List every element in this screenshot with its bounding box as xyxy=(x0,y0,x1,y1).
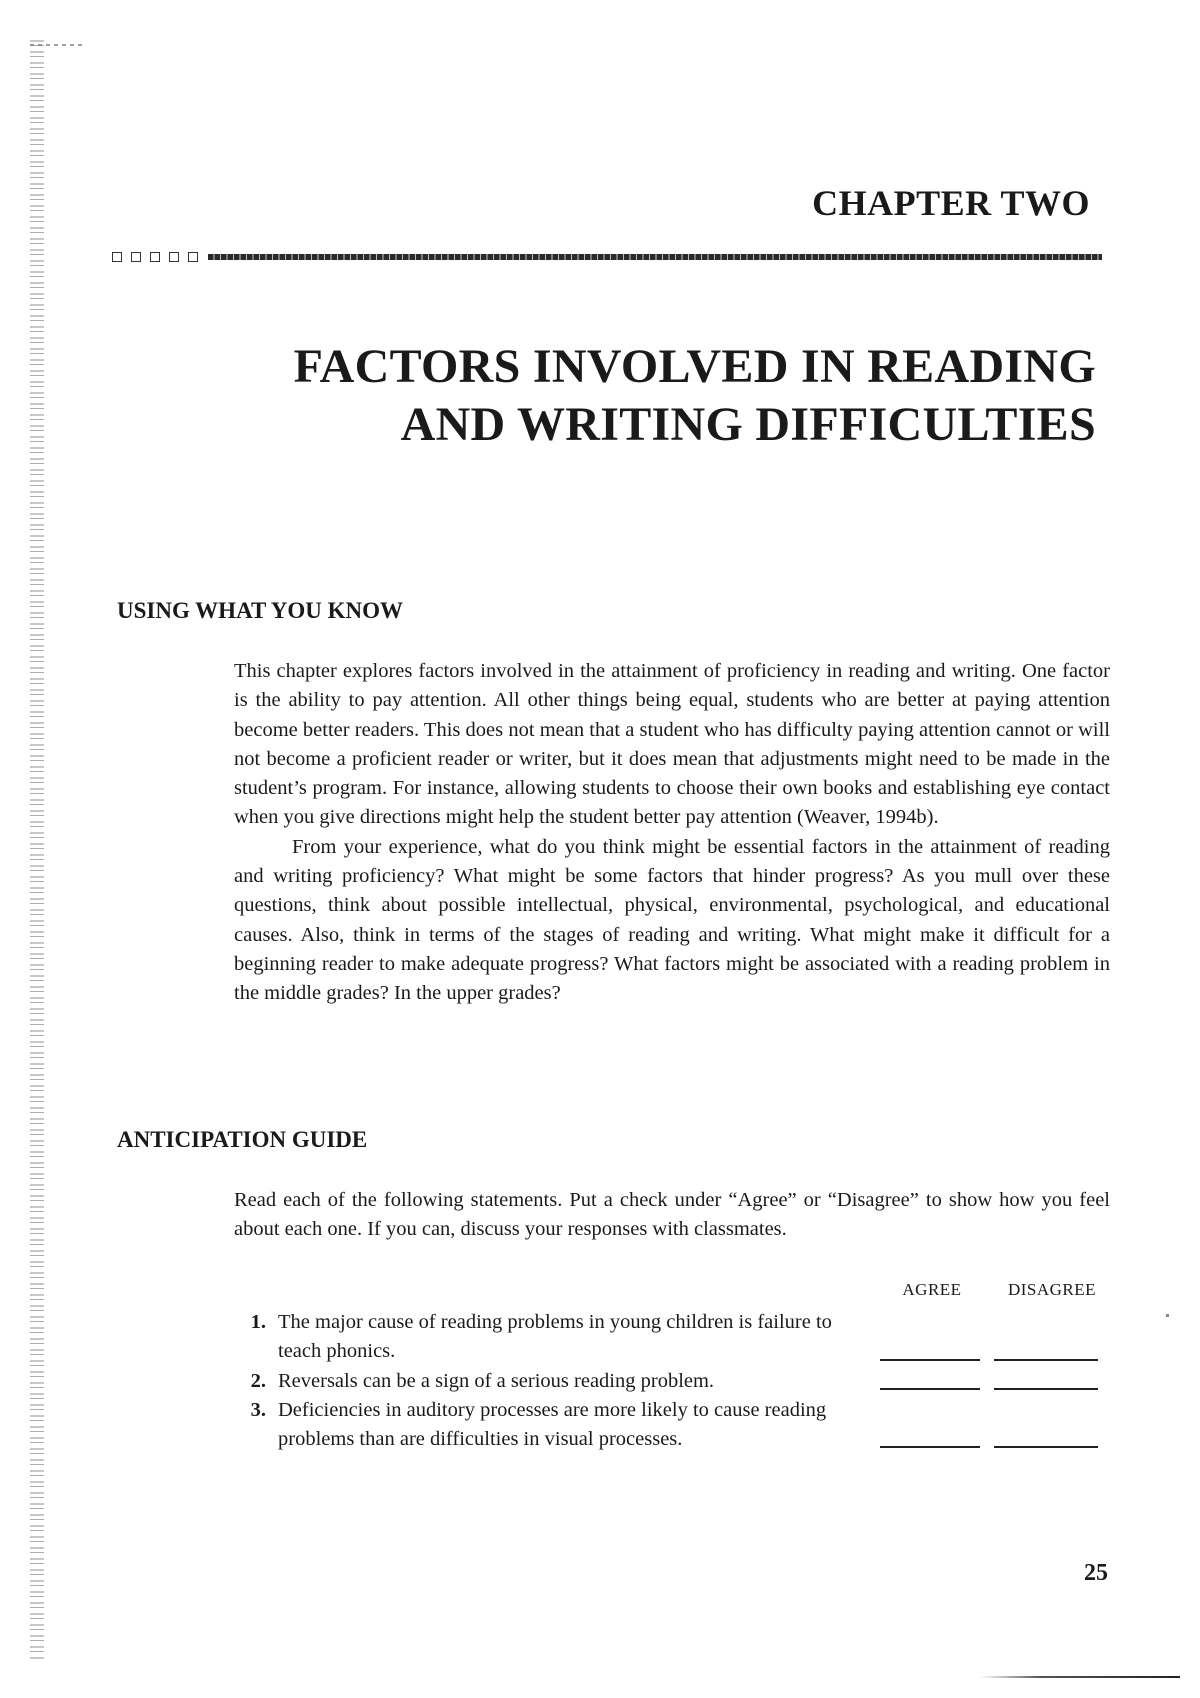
section-heading-using-what-you-know: USING WHAT YOU KNOW xyxy=(117,598,404,623)
column-header-disagree: DISAGREE xyxy=(1007,1280,1097,1299)
rule-squares xyxy=(112,252,198,262)
statement-number: 1. xyxy=(250,1311,266,1333)
agree-answer-blank[interactable] xyxy=(880,1388,980,1390)
statement-number: 2. xyxy=(250,1369,266,1392)
anticipation-guide-statements xyxy=(0,1308,1200,1454)
chapter-title xyxy=(294,338,1096,454)
paragraph: This chapter explores factors involved in the attainment of proficiency in reading and writing. One factor is the ability to pay attention. All other things being equal, students who are better at paying attention become better readers. This does not mean that a student who has difficulty paying attention cannot or will not become a proficient reader or writer, but it does mean that adjustments might need to be made in the student’s program. For instance, allowing students to choose their own books and establishing eye contact when you give directions might help the student better pay attention (Weaver, 1994b). xyxy=(234,660,1110,829)
page-number: 25 xyxy=(1084,1560,1108,1586)
statement-text: Reversals can be a sign of a serious reading problem. xyxy=(278,1369,715,1392)
chapter-label: CHAPTER TWO xyxy=(812,183,1090,223)
statement-row xyxy=(0,1396,1200,1455)
chapter-title-line-2: AND WRITING DIFFICULTIES xyxy=(400,398,1096,451)
paragraph: Read each of the following statements. Put a check under “Agree” or “Disagree” to show how you feel about each one. If you can, discuss your responses with classmates. xyxy=(234,1189,1110,1241)
decorative-rule xyxy=(112,250,1102,264)
square-ornament xyxy=(188,252,198,262)
statement-row xyxy=(0,1367,1200,1396)
square-ornament xyxy=(131,252,141,262)
square-ornament xyxy=(150,252,160,262)
disagree-answer-blank[interactable] xyxy=(994,1359,1098,1361)
scanned-page-edge-top xyxy=(30,44,85,46)
column-header-agree: AGREE xyxy=(902,1280,962,1299)
rule-line xyxy=(208,254,1102,260)
paragraph: From your experience, what do you think might be essential factors in the attainment of reading and writing proficiency? What might be some factors that hinder progress? As you mull over these questions, think about possible intellectual, physical, environmental, psychological, and educational causes. Also, think in terms of the stages of reading and writing. What might make it difficult for a beginning reader to make adequate progress? What factors might be associated with a reading problem in the middle grades? In the upper grades? xyxy=(234,835,1110,1005)
disagree-answer-blank[interactable] xyxy=(994,1388,1098,1390)
disagree-answer-blank[interactable] xyxy=(994,1446,1098,1448)
square-ornament xyxy=(112,252,122,262)
statement-number: 3. xyxy=(250,1398,266,1421)
statement-text: The major cause of reading problems in young children is failure to teach phonics. xyxy=(278,1311,832,1363)
anticipation-guide-instructions xyxy=(234,1186,1110,1245)
square-ornament xyxy=(169,252,179,262)
statement-text: Deficiencies in auditory processes are more likely to cause reading problems than are difficulties in visual processes. xyxy=(278,1398,827,1451)
using-what-you-know-body xyxy=(234,657,1110,1009)
chapter-title-line-1: FACTORS INVOLVED IN READING xyxy=(293,340,1096,393)
statement-row xyxy=(0,1308,1200,1367)
section-heading-anticipation-guide: ANTICIPATION GUIDE xyxy=(117,1127,368,1152)
agree-answer-blank[interactable] xyxy=(880,1446,980,1448)
scanned-page-edge-bottom xyxy=(980,1676,1180,1678)
anticipation-guide-column-headers xyxy=(880,1280,1110,1306)
agree-answer-blank[interactable] xyxy=(880,1359,980,1361)
